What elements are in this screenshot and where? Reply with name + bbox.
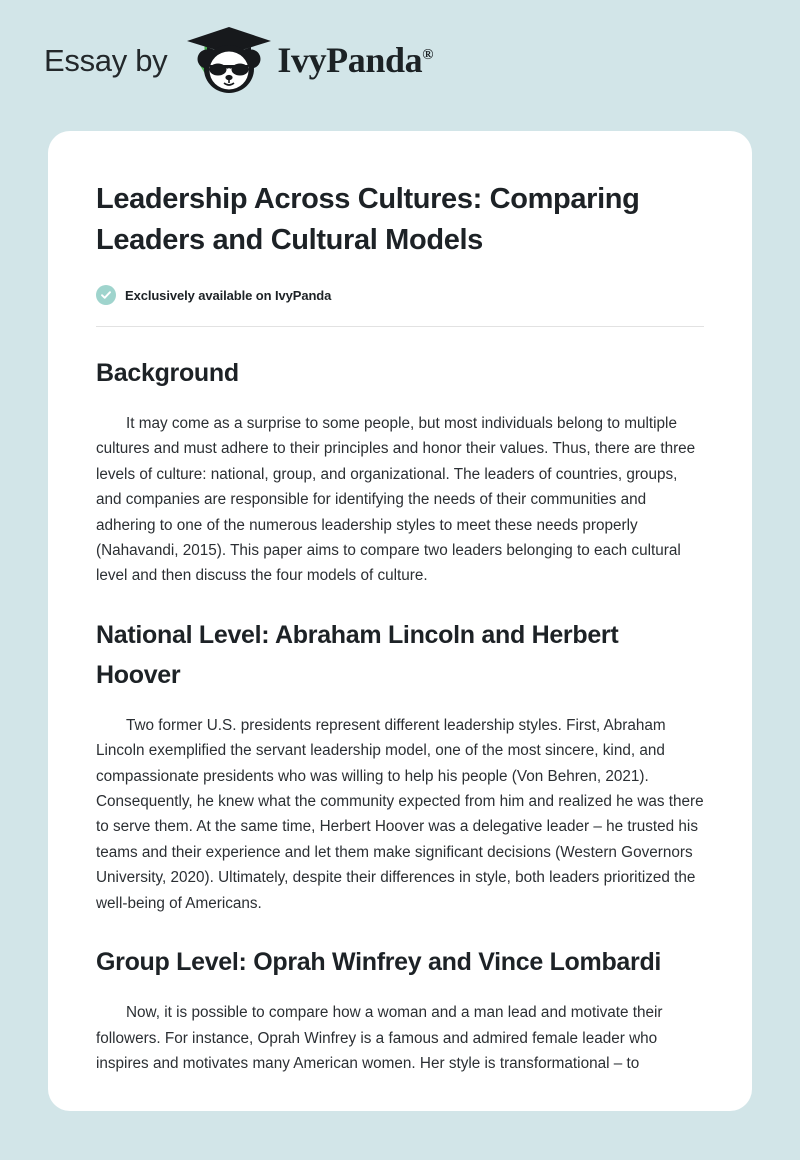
essay-card (48, 131, 752, 1111)
check-circle-icon (96, 285, 116, 305)
brand-header (0, 0, 800, 84)
essay-by-label: Essay by (44, 42, 168, 78)
page-title: Leadership Across Cultures: Comparing Leaders and Cultural Models (96, 183, 640, 256)
exclusive-badge (96, 285, 704, 305)
header-divider (96, 326, 704, 327)
exclusive-badge-label: Exclusively available on IvyPanda (125, 287, 332, 303)
ivypanda-wordmark: IvyPanda® (277, 40, 434, 80)
section-heading-background: Background (96, 359, 239, 387)
ivypanda-logo[interactable] (183, 25, 433, 95)
ivypanda-panda-graduate-logo-icon (183, 25, 275, 95)
section-heading-national-level: National Level: Abraham Lincoln and Herbert Hoover (96, 620, 619, 689)
section-paragraph: It may come as a surprise to some people, but most individuals belong to multiple cultures and must adhere to their principles and honor their values. Thus, there are three levels of culture: national, group, and organizational. The leaders of countries, groups, and companies are responsible for identifying the needs of their communities and adhering to one of the numerous leadership styles to meet these needs properly (Nahavandi, 2015). This paper aims to compare two leaders belonging to each cultural level and then discuss the four models of culture. (96, 415, 696, 585)
section-paragraph: Now, it is possible to compare how a woman and a man lead and motivate their followers. For instance, Oprah Winfrey is a famous and admired female leader who inspires and motivates many American women. Her style is transformational – to (96, 1004, 663, 1072)
section-heading-group-level: Group Level: Oprah Winfrey and Vince Lombardi (96, 948, 662, 977)
section-paragraph: Two former U.S. presidents represent different leadership styles. First, Abraham Lincoln exemplified the servant leadership model, one of the most sincere, kind, and compassionate presidents who was willing to help his people (Von Behren, 2021). Consequently, he knew what the community expected from him and realized he was there to serve them. At the same time, Herbert Hoover was a delegative leader – he trusted his teams and their experience and let them make significant decisions (Western Governors University, 2020). Ultimately, despite their differences in style, both leaders prioritized the well-being of Americans. (96, 716, 704, 912)
